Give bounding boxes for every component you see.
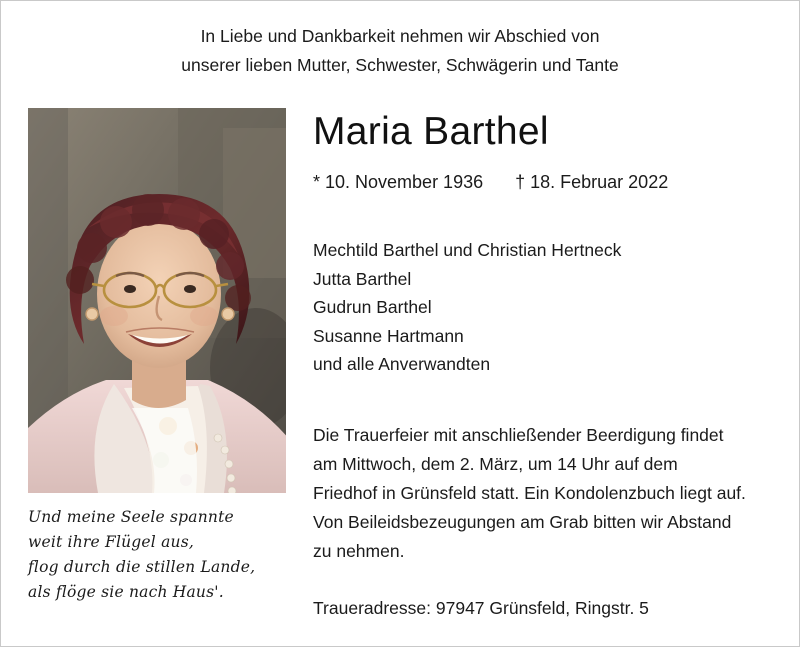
photo-column	[28, 108, 286, 605]
verse-line-3: flog durch die stillen Lande,	[28, 558, 256, 576]
birth-date: * 10. November 1936	[313, 172, 484, 192]
mourning-address: Traueradresse: 97947 Grünsfeld, Ringstr. 5	[313, 597, 649, 618]
ceremony-line: am Mittwoch, dem 2. März, um 14 Uhr auf dem	[313, 453, 678, 474]
survivor-line: Gudrun Barthel	[313, 297, 432, 317]
ceremony-line: Von Beileidsbezeugungen am Grab bitten wir Abstand	[313, 511, 732, 532]
verse-text	[28, 505, 286, 605]
death-date: † 18. Februar 2022	[515, 172, 669, 192]
life-dates	[313, 170, 783, 194]
verse-line-2: weit ihre Flügel aus,	[28, 533, 194, 551]
survivor-line: Mechtild Barthel und Christian Hertneck	[313, 240, 622, 260]
survivor-line: und alle Anverwandten	[313, 354, 491, 374]
verse-line-1: Und meine Seele spannte	[28, 508, 234, 526]
survivor-line: Jutta Barthel	[313, 268, 412, 289]
deceased-name: Maria Barthel	[313, 110, 549, 153]
portrait-photo	[28, 108, 286, 493]
survivor-line: Susanne Hartmann	[313, 325, 464, 346]
ceremony-line: Friedhof in Grünsfeld statt. Ein Kondolenzbuch liegt auf.	[313, 482, 746, 503]
text-column	[313, 108, 783, 623]
verse-line-4: als flöge sie nach Haus'.	[28, 583, 224, 601]
ceremony-line: Die Trauerfeier mit anschließender Beerdigung findet	[313, 424, 724, 445]
survivors-list	[313, 236, 783, 379]
ceremony-details	[313, 421, 783, 566]
intro-line-2: unserer lieben Mutter, Schwester, Schwägerin und Tante	[181, 55, 619, 75]
intro-line-1: In Liebe und Dankbarkeit nehmen wir Abschied von	[200, 26, 600, 46]
intro-text	[0, 22, 800, 80]
ceremony-line: zu nehmen.	[313, 540, 405, 561]
